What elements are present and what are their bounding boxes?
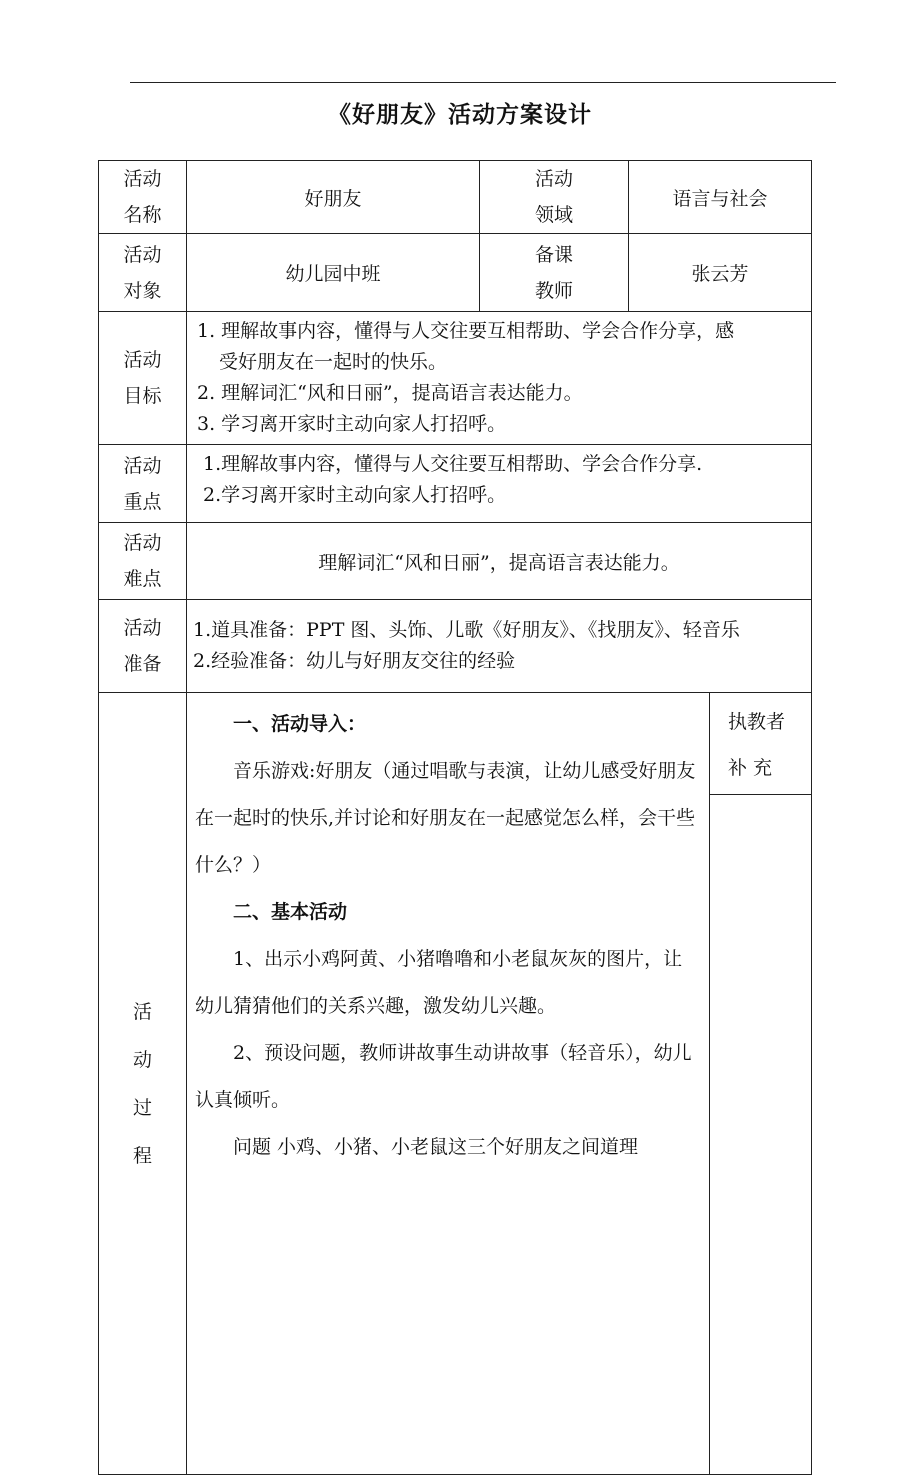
label-activity-domain: 活动 领域 [480,161,629,234]
key-point-item: 2.学习离开家时主动向家人打招呼。 [203,484,507,506]
row-activity-goals [99,312,812,445]
process-heading: 二、基本活动 [233,901,348,923]
goal-item: 受好朋友在一起时的快乐。 [219,351,448,373]
row-process [99,693,812,1475]
row-key-points [99,445,812,523]
value-activity-target: 幼儿园中班 [187,234,480,312]
page-title: 《好朋友》活动方案设计 [328,101,592,128]
process-paragraph: 2、预设问题，教师讲故事生动讲故事（轻音乐），幼儿认真倾听。 [195,1042,692,1111]
label-teacher: 备课 教师 [480,234,629,312]
process-heading: 一、活动导入： [233,713,367,735]
row-difficulty [99,523,812,600]
preparation-list [187,600,812,693]
value-activity-name: 好朋友 [187,161,480,234]
activity-plan-table [98,160,812,1475]
row-activity-target [99,234,812,312]
goal-item: 2. 理解词汇“风和日丽”，提高语言表达能力。 [197,382,583,404]
goals-list [187,312,812,445]
header-rule [130,82,836,83]
process-content [187,693,710,1475]
key-points-list [187,445,812,523]
value-teacher: 张云芳 [629,234,812,312]
supplement-header: 执教者 补 充 [710,693,811,795]
row-preparation [99,600,812,693]
label-process: 活 动 过 程 [99,693,187,1475]
label-preparation: 活动 准备 [99,600,187,693]
value-activity-domain: 语言与社会 [629,161,812,234]
key-point-item: 1.理解故事内容，懂得与人交往要互相帮助、学会合作分享. [203,453,703,475]
supplement-column [710,693,812,1475]
preparation-item: 2.经验准备：幼儿与好朋友交往的经验 [193,650,516,672]
goal-item: 1. 理解故事内容，懂得与人交往要互相帮助、学会合作分享，感 [197,320,735,342]
label-activity-goals: 活动 目标 [99,312,187,445]
label-difficulty: 活动 难点 [99,523,187,600]
preparation-item: 1.道具准备：PPT 图、头饰、儿歌《好朋友》、《找朋友》、轻音乐 [193,619,740,641]
process-paragraph: 1、出示小鸡阿黄、小猪噜噜和小老鼠灰灰的图片，让幼儿猜猜他们的关系兴趣，激发幼儿兴趣。 [195,948,683,1017]
row-activity-name [99,161,812,234]
label-activity-target: 活动 对象 [99,234,187,312]
goal-item: 3. 学习离开家时主动向家人打招呼。 [197,413,507,435]
process-paragraph: 音乐游戏:好朋友（通过唱歌与表演，让幼儿感受好朋友在一起时的快乐,并讨论和好朋友在一起感觉怎么样，会干些什么？） [195,760,696,876]
label-activity-name: 活动 名称 [99,161,187,234]
value-difficulty: 理解词汇“风和日丽”，提高语言表达能力。 [187,523,812,600]
label-key-points: 活动 重点 [99,445,187,523]
process-paragraph: 问题 小鸡、小猪、小老鼠这三个好朋友之间道理 [233,1136,639,1158]
